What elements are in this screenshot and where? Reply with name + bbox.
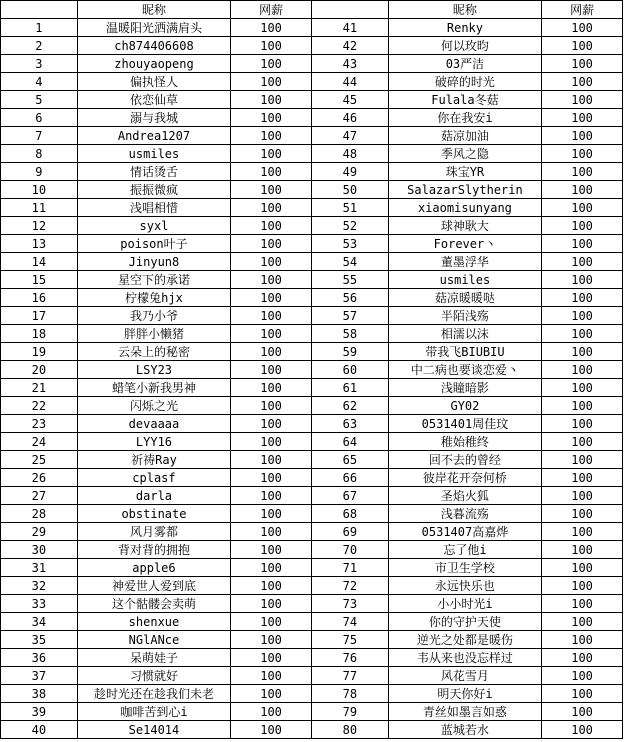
- table-row: [1, 613, 623, 631]
- cell-index-right: 61: [311, 379, 388, 397]
- cell-salary-left: 100: [231, 469, 312, 487]
- cell-salary-left: 100: [231, 523, 312, 541]
- table-row: [1, 577, 623, 595]
- cell-salary-right: 100: [542, 235, 623, 253]
- cell-index-left: 26: [1, 469, 78, 487]
- table-row: [1, 361, 623, 379]
- table-row: [1, 181, 623, 199]
- cell-nickname-right: 永远快乐也: [388, 577, 541, 595]
- cell-salary-left: 100: [231, 307, 312, 325]
- cell-index-left: 32: [1, 577, 78, 595]
- cell-index-left: 1: [1, 19, 78, 37]
- cell-nickname-right: 稚始稚终: [388, 433, 541, 451]
- cell-nickname-right: 忘了他i: [388, 541, 541, 559]
- table-row: [1, 19, 623, 37]
- table-row: [1, 685, 623, 703]
- cell-nickname-left: LYY16: [77, 433, 230, 451]
- cell-nickname-right: 董墨浮华: [388, 253, 541, 271]
- cell-index-right: 42: [311, 37, 388, 55]
- table-row: [1, 163, 623, 181]
- cell-index-left: 25: [1, 451, 78, 469]
- cell-index-right: 45: [311, 91, 388, 109]
- header-cell-nickname-right: 昵称: [388, 1, 541, 19]
- cell-nickname-left: 浅唱相惜: [77, 199, 230, 217]
- cell-salary-right: 100: [542, 253, 623, 271]
- cell-index-right: 70: [311, 541, 388, 559]
- cell-salary-right: 100: [542, 325, 623, 343]
- cell-index-left: 37: [1, 667, 78, 685]
- table-row: [1, 523, 623, 541]
- cell-salary-left: 100: [231, 631, 312, 649]
- cell-nickname-left: Andrea1207: [77, 127, 230, 145]
- cell-index-right: 65: [311, 451, 388, 469]
- table-row: [1, 397, 623, 415]
- cell-nickname-right: 市卫生学校: [388, 559, 541, 577]
- cell-nickname-left: 偏执怪人: [77, 73, 230, 91]
- cell-index-right: 41: [311, 19, 388, 37]
- cell-nickname-right: Renky: [388, 19, 541, 37]
- cell-nickname-right: 球神耿大: [388, 217, 541, 235]
- cell-index-left: 3: [1, 55, 78, 73]
- cell-index-right: 44: [311, 73, 388, 91]
- cell-salary-right: 100: [542, 307, 623, 325]
- table-row: [1, 271, 623, 289]
- cell-index-left: 16: [1, 289, 78, 307]
- cell-salary-left: 100: [231, 559, 312, 577]
- cell-index-left: 36: [1, 649, 78, 667]
- cell-index-right: 46: [311, 109, 388, 127]
- cell-salary-right: 100: [542, 127, 623, 145]
- cell-salary-left: 100: [231, 145, 312, 163]
- cell-nickname-left: apple6: [77, 559, 230, 577]
- cell-nickname-left: 趁时光还在趁我们未老: [77, 685, 230, 703]
- cell-nickname-right: 你在我安i: [388, 109, 541, 127]
- cell-salary-left: 100: [231, 109, 312, 127]
- cell-salary-right: 100: [542, 55, 623, 73]
- cell-index-left: 9: [1, 163, 78, 181]
- cell-salary-left: 100: [231, 541, 312, 559]
- table-row: [1, 541, 623, 559]
- cell-index-right: 72: [311, 577, 388, 595]
- cell-nickname-left: 我乃小爷: [77, 307, 230, 325]
- cell-index-left: 8: [1, 145, 78, 163]
- cell-salary-right: 100: [542, 469, 623, 487]
- cell-nickname-right: 0531401周佳玟: [388, 415, 541, 433]
- cell-index-right: 69: [311, 523, 388, 541]
- cell-nickname-right: 逆光之处都是暖伤: [388, 631, 541, 649]
- cell-nickname-right: 风花雪月: [388, 667, 541, 685]
- cell-nickname-left: poison叶子: [77, 235, 230, 253]
- cell-salary-left: 100: [231, 415, 312, 433]
- table-row: [1, 109, 623, 127]
- cell-salary-right: 100: [542, 397, 623, 415]
- cell-salary-right: 100: [542, 163, 623, 181]
- cell-salary-right: 100: [542, 109, 623, 127]
- table-row: [1, 343, 623, 361]
- cell-nickname-left: LSY23: [77, 361, 230, 379]
- cell-salary-left: 100: [231, 595, 312, 613]
- table-row: [1, 595, 623, 613]
- cell-index-right: 68: [311, 505, 388, 523]
- table-row: [1, 145, 623, 163]
- table-row: [1, 325, 623, 343]
- cell-nickname-right: 韦从来也没忘样过: [388, 649, 541, 667]
- cell-nickname-right: 带我飞BIUBIU: [388, 343, 541, 361]
- cell-index-right: 55: [311, 271, 388, 289]
- cell-nickname-left: NGlANce: [77, 631, 230, 649]
- cell-salary-left: 100: [231, 451, 312, 469]
- cell-salary-left: 100: [231, 19, 312, 37]
- cell-salary-left: 100: [231, 73, 312, 91]
- table-row: [1, 235, 623, 253]
- cell-nickname-left: cplasf: [77, 469, 230, 487]
- cell-salary-right: 100: [542, 73, 623, 91]
- cell-salary-left: 100: [231, 235, 312, 253]
- cell-index-right: 47: [311, 127, 388, 145]
- cell-index-right: 58: [311, 325, 388, 343]
- table-row: [1, 73, 623, 91]
- table-row: [1, 379, 623, 397]
- cell-index-left: 27: [1, 487, 78, 505]
- cell-salary-left: 100: [231, 703, 312, 721]
- cell-salary-left: 100: [231, 37, 312, 55]
- header-cell-index-right: [311, 1, 388, 19]
- cell-nickname-right: 菇凉加油: [388, 127, 541, 145]
- cell-salary-left: 100: [231, 577, 312, 595]
- cell-nickname-left: 神爱世人爱到底: [77, 577, 230, 595]
- cell-index-left: 6: [1, 109, 78, 127]
- cell-nickname-right: SalazarSlytherin: [388, 181, 541, 199]
- cell-index-right: 80: [311, 721, 388, 739]
- cell-salary-left: 100: [231, 181, 312, 199]
- cell-nickname-right: Forever丶: [388, 235, 541, 253]
- cell-salary-left: 100: [231, 487, 312, 505]
- cell-nickname-right: 彼岸花开奈何桥: [388, 469, 541, 487]
- cell-index-left: 14: [1, 253, 78, 271]
- cell-index-right: 50: [311, 181, 388, 199]
- cell-salary-right: 100: [542, 667, 623, 685]
- cell-nickname-left: 风月雾都: [77, 523, 230, 541]
- table-body: [1, 19, 623, 739]
- cell-index-right: 75: [311, 631, 388, 649]
- table-row: [1, 55, 623, 73]
- cell-index-right: 74: [311, 613, 388, 631]
- cell-index-right: 43: [311, 55, 388, 73]
- cell-index-right: 66: [311, 469, 388, 487]
- cell-index-left: 24: [1, 433, 78, 451]
- cell-index-right: 73: [311, 595, 388, 613]
- cell-salary-right: 100: [542, 415, 623, 433]
- cell-salary-right: 100: [542, 145, 623, 163]
- table-row: [1, 37, 623, 55]
- table-row: [1, 721, 623, 739]
- cell-nickname-left: 云朵上的秘密: [77, 343, 230, 361]
- cell-index-right: 79: [311, 703, 388, 721]
- cell-nickname-left: 背对背的拥抱: [77, 541, 230, 559]
- cell-salary-right: 100: [542, 541, 623, 559]
- cell-salary-right: 100: [542, 631, 623, 649]
- cell-index-left: 2: [1, 37, 78, 55]
- cell-index-right: 77: [311, 667, 388, 685]
- cell-index-right: 51: [311, 199, 388, 217]
- cell-index-left: 4: [1, 73, 78, 91]
- cell-salary-left: 100: [231, 613, 312, 631]
- cell-index-left: 38: [1, 685, 78, 703]
- cell-salary-right: 100: [542, 181, 623, 199]
- cell-index-right: 76: [311, 649, 388, 667]
- cell-nickname-left: 情话烫舌: [77, 163, 230, 181]
- table-row: [1, 307, 623, 325]
- cell-nickname-left: 依恋仙草: [77, 91, 230, 109]
- cell-index-right: 49: [311, 163, 388, 181]
- cell-nickname-left: 这个骷髅会卖萌: [77, 595, 230, 613]
- cell-nickname-right: 珠宝YR: [388, 163, 541, 181]
- cell-nickname-left: 温暖阳光洒满肩头: [77, 19, 230, 37]
- table-row: [1, 199, 623, 217]
- cell-nickname-right: 03严洁: [388, 55, 541, 73]
- cell-nickname-left: 振振微疯: [77, 181, 230, 199]
- cell-salary-right: 100: [542, 433, 623, 451]
- cell-nickname-left: shenxue: [77, 613, 230, 631]
- cell-index-right: 60: [311, 361, 388, 379]
- cell-salary-left: 100: [231, 667, 312, 685]
- cell-nickname-left: 柠檬兔hjx: [77, 289, 230, 307]
- cell-nickname-left: Se14014: [77, 721, 230, 739]
- cell-nickname-right: usmiles: [388, 271, 541, 289]
- cell-index-left: 22: [1, 397, 78, 415]
- cell-salary-right: 100: [542, 649, 623, 667]
- cell-salary-left: 100: [231, 127, 312, 145]
- table-row: [1, 559, 623, 577]
- cell-salary-right: 100: [542, 703, 623, 721]
- cell-salary-right: 100: [542, 91, 623, 109]
- cell-index-right: 78: [311, 685, 388, 703]
- cell-index-right: 52: [311, 217, 388, 235]
- cell-nickname-left: 咖啡苦到心i: [77, 703, 230, 721]
- cell-salary-right: 100: [542, 19, 623, 37]
- table-row: [1, 289, 623, 307]
- cell-nickname-right: 青丝如墨言如惑: [388, 703, 541, 721]
- cell-index-right: 67: [311, 487, 388, 505]
- cell-nickname-right: 明天你好i: [388, 685, 541, 703]
- cell-index-left: 5: [1, 91, 78, 109]
- cell-salary-left: 100: [231, 361, 312, 379]
- cell-index-right: 56: [311, 289, 388, 307]
- table-row: [1, 649, 623, 667]
- cell-index-left: 11: [1, 199, 78, 217]
- table-row: [1, 487, 623, 505]
- cell-salary-right: 100: [542, 217, 623, 235]
- cell-salary-right: 100: [542, 343, 623, 361]
- cell-index-right: 62: [311, 397, 388, 415]
- cell-nickname-left: ch874406608: [77, 37, 230, 55]
- cell-salary-left: 100: [231, 343, 312, 361]
- cell-index-right: 53: [311, 235, 388, 253]
- table-row: [1, 127, 623, 145]
- header-cell-salary-left: 网薪: [231, 1, 312, 19]
- cell-index-left: 33: [1, 595, 78, 613]
- cell-salary-left: 100: [231, 649, 312, 667]
- cell-index-right: 54: [311, 253, 388, 271]
- cell-nickname-right: xiaomisunyang: [388, 199, 541, 217]
- table-row: [1, 451, 623, 469]
- cell-nickname-left: 习惯就好: [77, 667, 230, 685]
- cell-index-left: 39: [1, 703, 78, 721]
- cell-salary-right: 100: [542, 289, 623, 307]
- header-cell-index-left: [1, 1, 78, 19]
- cell-nickname-right: 破碎的时光: [388, 73, 541, 91]
- cell-salary-left: 100: [231, 379, 312, 397]
- cell-index-right: 59: [311, 343, 388, 361]
- cell-nickname-right: 中二病也要谈恋爱丶: [388, 361, 541, 379]
- cell-index-left: 10: [1, 181, 78, 199]
- cell-salary-right: 100: [542, 451, 623, 469]
- header-cell-salary-right: 网薪: [542, 1, 623, 19]
- cell-salary-left: 100: [231, 217, 312, 235]
- cell-salary-right: 100: [542, 379, 623, 397]
- cell-index-left: 18: [1, 325, 78, 343]
- cell-salary-left: 100: [231, 685, 312, 703]
- table-row: [1, 469, 623, 487]
- cell-index-left: 20: [1, 361, 78, 379]
- header-cell-nickname-left: 昵称: [77, 1, 230, 19]
- cell-index-right: 48: [311, 145, 388, 163]
- table-row: [1, 667, 623, 685]
- cell-index-left: 31: [1, 559, 78, 577]
- cell-nickname-left: obstinate: [77, 505, 230, 523]
- cell-index-left: 17: [1, 307, 78, 325]
- cell-salary-right: 100: [542, 37, 623, 55]
- table-row: [1, 433, 623, 451]
- cell-index-right: 57: [311, 307, 388, 325]
- cell-nickname-right: 季风之隐: [388, 145, 541, 163]
- cell-salary-left: 100: [231, 253, 312, 271]
- cell-nickname-right: GY02: [388, 397, 541, 415]
- table-row: [1, 415, 623, 433]
- cell-salary-right: 100: [542, 595, 623, 613]
- cell-nickname-right: Fulala冬菇: [388, 91, 541, 109]
- table-row: [1, 631, 623, 649]
- cell-nickname-right: 菇凉暖暖哒: [388, 289, 541, 307]
- table-row: [1, 91, 623, 109]
- cell-salary-left: 100: [231, 289, 312, 307]
- cell-index-left: 34: [1, 613, 78, 631]
- cell-nickname-right: 浅暮流殇: [388, 505, 541, 523]
- cell-index-left: 23: [1, 415, 78, 433]
- cell-index-right: 63: [311, 415, 388, 433]
- cell-index-left: 28: [1, 505, 78, 523]
- cell-salary-right: 100: [542, 271, 623, 289]
- cell-salary-right: 100: [542, 685, 623, 703]
- cell-salary-right: 100: [542, 505, 623, 523]
- cell-nickname-left: syxl: [77, 217, 230, 235]
- cell-nickname-left: Jinyun8: [77, 253, 230, 271]
- cell-index-left: 7: [1, 127, 78, 145]
- cell-nickname-left: 闪烁之光: [77, 397, 230, 415]
- table-row: [1, 703, 623, 721]
- cell-salary-left: 100: [231, 55, 312, 73]
- cell-salary-right: 100: [542, 199, 623, 217]
- cell-nickname-left: 星空下的承诺: [77, 271, 230, 289]
- cell-salary-right: 100: [542, 361, 623, 379]
- cell-index-left: 12: [1, 217, 78, 235]
- cell-nickname-left: 祈祷Ray: [77, 451, 230, 469]
- cell-nickname-right: 浅瞳暗影: [388, 379, 541, 397]
- cell-salary-right: 100: [542, 613, 623, 631]
- cell-nickname-left: devaaaa: [77, 415, 230, 433]
- cell-index-right: 71: [311, 559, 388, 577]
- header-row: [1, 1, 623, 19]
- cell-salary-left: 100: [231, 163, 312, 181]
- cell-nickname-right: 回不去的曾经: [388, 451, 541, 469]
- cell-nickname-left: 呆萌娃子: [77, 649, 230, 667]
- cell-index-left: 21: [1, 379, 78, 397]
- cell-nickname-right: 你的守护天使: [388, 613, 541, 631]
- cell-salary-right: 100: [542, 577, 623, 595]
- cell-nickname-right: 何以玫昀: [388, 37, 541, 55]
- cell-nickname-left: zhouyaopeng: [77, 55, 230, 73]
- cell-salary-left: 100: [231, 505, 312, 523]
- cell-salary-left: 100: [231, 433, 312, 451]
- cell-nickname-right: 蓝城若水: [388, 721, 541, 739]
- cell-salary-left: 100: [231, 325, 312, 343]
- cell-salary-right: 100: [542, 559, 623, 577]
- cell-salary-right: 100: [542, 721, 623, 739]
- cell-index-left: 35: [1, 631, 78, 649]
- cell-index-right: 64: [311, 433, 388, 451]
- table-row: [1, 253, 623, 271]
- cell-nickname-right: 0531407高嘉烨: [388, 523, 541, 541]
- table-row: [1, 217, 623, 235]
- cell-index-left: 30: [1, 541, 78, 559]
- cell-salary-right: 100: [542, 487, 623, 505]
- cell-nickname-right: 小小时光i: [388, 595, 541, 613]
- cell-index-left: 19: [1, 343, 78, 361]
- cell-nickname-left: 溺与我城: [77, 109, 230, 127]
- cell-salary-left: 100: [231, 397, 312, 415]
- cell-salary-left: 100: [231, 271, 312, 289]
- cell-nickname-right: 相濡以沫: [388, 325, 541, 343]
- table-row: [1, 505, 623, 523]
- cell-index-left: 15: [1, 271, 78, 289]
- cell-nickname-left: 胖胖小懒猪: [77, 325, 230, 343]
- cell-nickname-right: 圣焰火狐: [388, 487, 541, 505]
- cell-salary-left: 100: [231, 91, 312, 109]
- cell-index-left: 13: [1, 235, 78, 253]
- cell-salary-left: 100: [231, 199, 312, 217]
- cell-salary-left: 100: [231, 721, 312, 739]
- cell-nickname-left: usmiles: [77, 145, 230, 163]
- cell-index-left: 29: [1, 523, 78, 541]
- cell-nickname-left: 蜡笔小新我男神: [77, 379, 230, 397]
- cell-nickname-right: 半陌浅殇: [388, 307, 541, 325]
- cell-index-left: 40: [1, 721, 78, 739]
- cell-salary-right: 100: [542, 523, 623, 541]
- cell-nickname-left: darla: [77, 487, 230, 505]
